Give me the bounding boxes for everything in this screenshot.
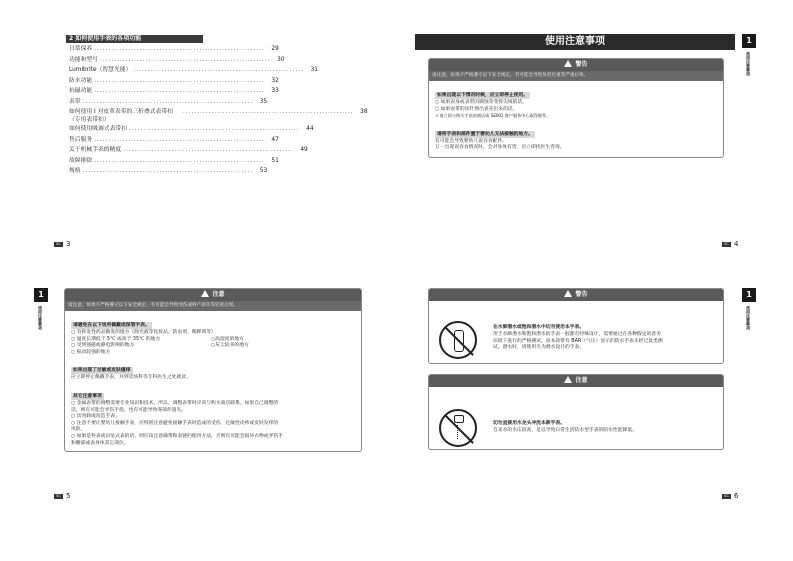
toc-item-title: 抗磁功能 [69, 88, 93, 94]
caution-header: 注意 [429, 375, 723, 387]
chapter-tab: 1 [742, 34, 756, 48]
lang-badge: SC [54, 242, 63, 247]
caution-line: ○ 温度长期低于 5℃ 或高于 35℃ 的地方 [71, 336, 161, 342]
toc-item[interactable] [69, 97, 268, 108]
toc-item-page: 51 [271, 157, 279, 164]
caution-line: ○灰尘较多的地方 [211, 343, 249, 349]
toc-item-page: 32 [271, 77, 279, 84]
warning-subtitle: 请注意，如果不严格遵守以下安全规定，有可能会导致负担过重等严重后果。 [429, 71, 723, 81]
caution-line: ○ 有挥发性药品散发的地方（除光液等化妆品、防虫剂、稀释剂等） [71, 330, 216, 335]
caution-triangle-icon [201, 290, 209, 297]
toc-leader-dots: ............................................................ [82, 98, 254, 105]
toc-item-title: 规格 [69, 168, 81, 174]
no-tap-water-icon [439, 409, 477, 447]
caution-line: 应立即停止佩戴手表，并到皮肤科等专科医生之处就诊。 [71, 375, 191, 381]
caution-header: 注意 [65, 289, 361, 301]
lang-badge: SC [722, 494, 731, 499]
caution-line: 话，则有可能会弄伤手指，也有可能导致零部件遗失。 [71, 407, 187, 413]
toc-item-title: 表带 [69, 98, 81, 105]
warning-line: ○ 如果表带的扣针弹出表壳出来的话。 [435, 106, 518, 112]
toc-item-page: 44 [306, 126, 314, 132]
warning-header: 警告 [429, 59, 723, 71]
toc-item-title: 关于机械手表的精度 [69, 147, 122, 153]
warning-line: 万一出现误吞食情况时，会对身体有害，应立即找医生咨询。 [435, 145, 565, 151]
toc-leader-dots: ............................................................ [94, 157, 265, 164]
warning-triangle-icon [564, 60, 572, 67]
caution-section-title: 如果出现了过敏或皮肤瘙痒 [73, 368, 131, 374]
page-number-3: SC 3 [54, 240, 70, 248]
toc-leader-dots: ............................................................ [183, 109, 354, 115]
toc-leader-dots: ............................................................ [94, 77, 265, 84]
chapter-tab-label: 使用注意事项 [746, 306, 751, 330]
toc-item[interactable] [69, 156, 279, 167]
warning-section-title: 请将手表和部件置于婴幼儿无法接触的地方。 [437, 131, 533, 137]
page-number-5: SC 5 [54, 492, 70, 500]
toc-item-title: 防水功能 [69, 77, 93, 84]
caution-line: 和腰部或表身体其它部位。 [71, 440, 129, 446]
toc-item-page: 33 [271, 88, 279, 94]
caution-line: ○ 如果是怀表或吊坠式表的话，则应该注意确带和表链的使用方法，否则有可能会损坏衣物或弄伤手 [71, 433, 283, 439]
toc-item-title: Lumibrite（智慧光能） [69, 67, 132, 73]
toc-item-page: 47 [271, 136, 279, 143]
toc-item[interactable] [69, 166, 268, 177]
toc-item-title: 故障排除 [69, 157, 93, 164]
caution-line: ○ 切勿卸或改造手表。 [71, 414, 120, 420]
toc-item-title: 功能和型号 [69, 56, 98, 63]
toc-item-page: 31 [310, 67, 318, 73]
toc-item-page: 53 [259, 168, 268, 174]
toc-item[interactable] [69, 135, 279, 146]
warning-header: 警告 [429, 289, 723, 301]
lang-badge: SC [54, 494, 63, 499]
caution-line [211, 350, 355, 357]
chapter-tab-label: 使用注意事项 [746, 52, 751, 76]
no-diving-icon [439, 321, 477, 359]
warning-box [428, 288, 724, 364]
warning-line: 有可能会导致婴幼儿误吞食配件。 [435, 138, 507, 144]
toc-item[interactable] [69, 55, 285, 66]
warning-line: 试。潜水时，请使用专为潜水设计的手表。 [493, 345, 585, 351]
toc-list [69, 44, 368, 177]
toc-item-page: 49 [300, 147, 308, 153]
page-number-6: SC 6 [722, 492, 738, 500]
toc-item[interactable] [69, 86, 279, 97]
toc-leader-dots: ............................................................ [94, 136, 265, 143]
caution-line: ○ 振动较强的地方 [71, 349, 111, 355]
toc-item[interactable] [69, 44, 279, 55]
caution-line: ○ 金属表带的调整需要专业知识和技术，所以，调整表带时应该与购买商店联系。如果自己调整的 [71, 400, 279, 406]
toc-item-page: 35 [259, 98, 268, 105]
caution-triangle-icon [564, 376, 572, 383]
toc-leader-dots: ............................................................ [94, 46, 265, 52]
chapter-tab: 1 [34, 288, 48, 302]
chapter-tab-label: 使用注意事项 [38, 306, 43, 330]
caution-line [211, 330, 355, 337]
caution-section-title: 切勿直接用水龙头冲洗本款手表。 [493, 421, 565, 426]
toc-item[interactable] [69, 145, 308, 156]
toc-item-title: 如何使用吸调式表带扣 [69, 126, 127, 132]
toc-item[interactable] [69, 65, 318, 76]
lang-badge: SC [722, 242, 731, 247]
toc-item-title: 售后服务 [69, 136, 93, 143]
caution-line: ○ 注意不要让婴幼儿接触手表，应特别注意避免接触手表时造成的受伤、过敏性皮疹或皮肤发痒的 [71, 420, 279, 426]
toc-item-title: 日常保养 [69, 46, 93, 52]
caution-line: ○高湿度的地方 [211, 336, 244, 342]
caution-line: 自来水的水压较高，足以导致日常生活防水型手表的防水性能降低。 [493, 428, 637, 433]
warning-triangle-icon [564, 290, 572, 297]
page-number-4: SC 4 [722, 240, 738, 248]
page-title: 使用注意事项 [415, 34, 735, 50]
warning-section-title: 在水肺潜水或饱和潜水中切勿使用本手表。 [493, 325, 585, 330]
toc-header: 2 如何使用手表的各项功能 [66, 35, 203, 43]
warning-note: ＊请立即与购买手表的商店或 SEIKO 客户服务中心取得联系。 [435, 113, 551, 119]
toc-leader-dots: ............................................................ [123, 147, 294, 153]
warning-line: 用于水肺潜水和饱和潜水的手表一般都有特殊设计，需要通过在各种假定的恶劣 [493, 332, 661, 337]
caution-line: ○ 受到强磁或静电影响的地方 [71, 343, 135, 349]
toc-leader-dots: ............................................................ [133, 67, 304, 73]
chapter-tab: 1 [742, 288, 756, 302]
warning-section-title: 如果出现以下情况时候，应立即停止使用。 [437, 93, 529, 98]
toc-item-title: 如何使用 I 对皮革表带的三折叠式表带扣（专用表带扣） [69, 109, 173, 123]
caution-box [64, 288, 362, 452]
toc-item[interactable] [69, 107, 368, 124]
toc-leader-dots: ............................................................ [100, 56, 271, 63]
toc-item-page: 30 [277, 56, 285, 63]
caution-section-title: 请避免在以下场所佩戴或保管手表。 [73, 323, 150, 328]
caution-subtitle: 请注意，如果不严格遵守以下安全规定，有可能会导致受伤或财产损失等轻度后果。 [65, 301, 361, 311]
toc-leader-dots: ............................................................ [128, 126, 300, 132]
caution-line: 风险。 [71, 427, 86, 433]
toc-item[interactable] [69, 76, 279, 87]
toc-item-page: 38 [360, 109, 368, 115]
caution-section-title: 其它注意事项 [73, 393, 102, 399]
toc-item-page: 29 [271, 46, 279, 52]
toc-item[interactable] [69, 124, 314, 135]
toc-leader-dots: ............................................................ [82, 168, 254, 174]
warning-line: ○ 如果表身或表带因腐蚀等变得尖锐的话。 [435, 100, 528, 105]
caution-box [428, 374, 724, 450]
warning-box [428, 58, 724, 158]
warning-line: 环境下进行的严格测试，而本款带有 BAR（气压）显示的防水手表未经过此类测 [493, 338, 663, 344]
toc-leader-dots: ............................................................ [94, 88, 265, 94]
